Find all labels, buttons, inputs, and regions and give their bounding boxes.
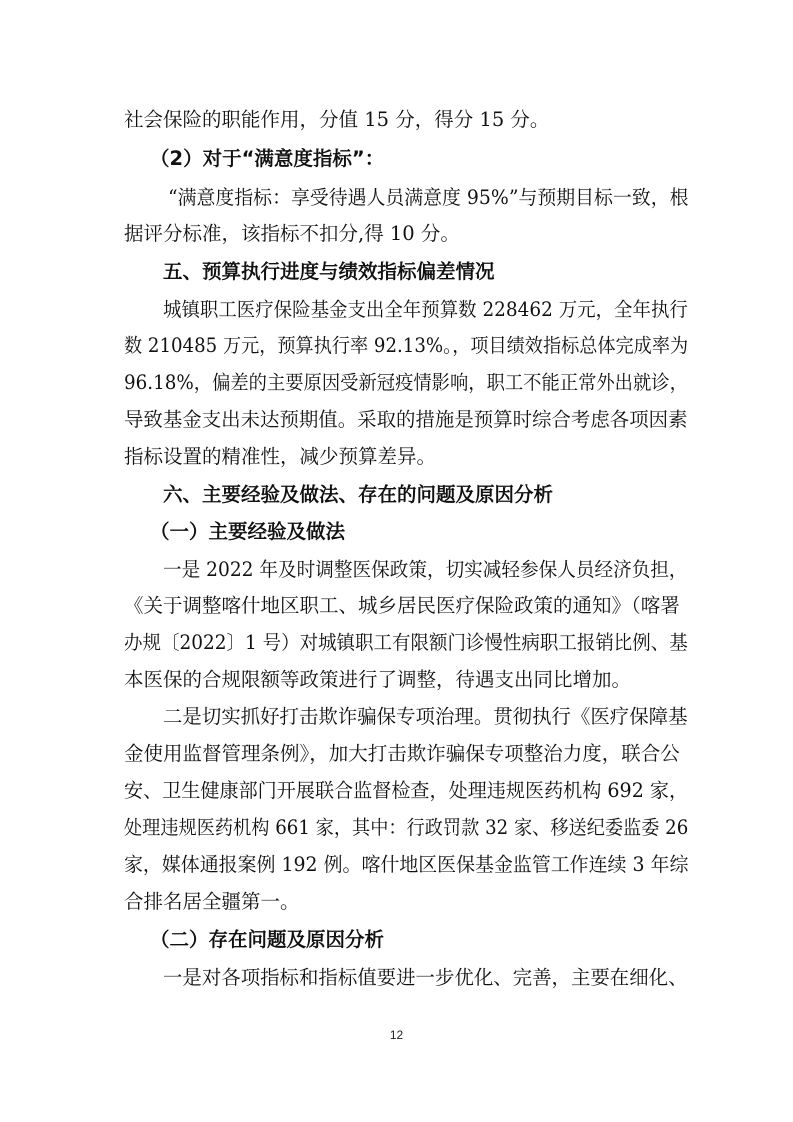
body-line-13: 一是 2022 年及时调整医保政策，切实减轻参保人员经济负担， xyxy=(163,558,688,581)
heading-section-6: 六、主要经验及做法、存在的问题及原因分析 xyxy=(163,483,554,506)
body-line-19: 安、卫生健康部门开展联合监督检查，处理违规医药机构 692 家， xyxy=(124,779,689,802)
body-line-14: 《关于调整喀什地区职工、城乡居民医疗保险政策的通知》（喀署 xyxy=(124,594,680,617)
body-line-16: 本医保的合规限额等政策进行了调整，待遇支出同比增加。 xyxy=(124,668,632,691)
body-line-7: 数 210485 万元，预算执行率 92.13%。，项目绩效指标总体完成率为 xyxy=(124,334,689,357)
body-line-4: 据评分标准，该指标不扣分,得 10 分。 xyxy=(124,222,460,245)
body-line-20: 处理违规医药机构 661 家，其中：行政罚款 32 家、移送纪委监委 26 xyxy=(124,816,689,839)
body-line-22: 合排名居全疆第一。 xyxy=(124,890,300,913)
body-line-21: 家，媒体通报案例 192 例。喀什地区医保基金监管工作连续 3 年综 xyxy=(124,853,689,876)
body-line-3: “满意度指标：享受待遇人员满意度 95%”与预期目标一致，根 xyxy=(168,186,689,209)
page-number: 12 xyxy=(389,1028,404,1042)
body-line-10: 指标设置的精准性，减少预算差异。 xyxy=(124,445,437,468)
body-line-17: 二是切实抓好打击欺诈骗保专项治理。贯彻执行《医疗保障基 xyxy=(163,705,688,728)
body-line-9: 导致基金支出未达预期值。采取的措施是预算时综合考虑各项因素 xyxy=(124,408,688,431)
body-line-15: 办规〔2022〕1 号）对城镇职工有限额门诊慢性病职工报销比例、基 xyxy=(124,631,688,654)
body-line-8: 96.18%，偏差的主要原因受新冠疫情影响，职工不能正常外出就诊， xyxy=(124,371,688,394)
subheading-satisfaction: （2）对于“满意度指标”： xyxy=(150,147,385,170)
heading-section-5: 五、预算执行进度与绩效指标偏差情况 xyxy=(163,260,495,283)
body-line-1: 社会保险的职能作用，分值 15 分，得分 15 分。 xyxy=(124,108,550,131)
subheading-problems: （二）存在问题及原因分析 xyxy=(150,928,385,951)
body-line-6: 城镇职工医疗保险基金支出全年预算数 228462 万元，全年执行 xyxy=(163,298,688,321)
subheading-experience: （一）主要经验及做法 xyxy=(150,520,346,543)
body-line-24: 一是对各项指标和指标值要进一步优化、完善，主要在细化、 xyxy=(163,966,688,989)
body-line-18: 金使用监督管理条例》，加大打击欺诈骗保专项整治力度，联合公 xyxy=(124,742,680,765)
